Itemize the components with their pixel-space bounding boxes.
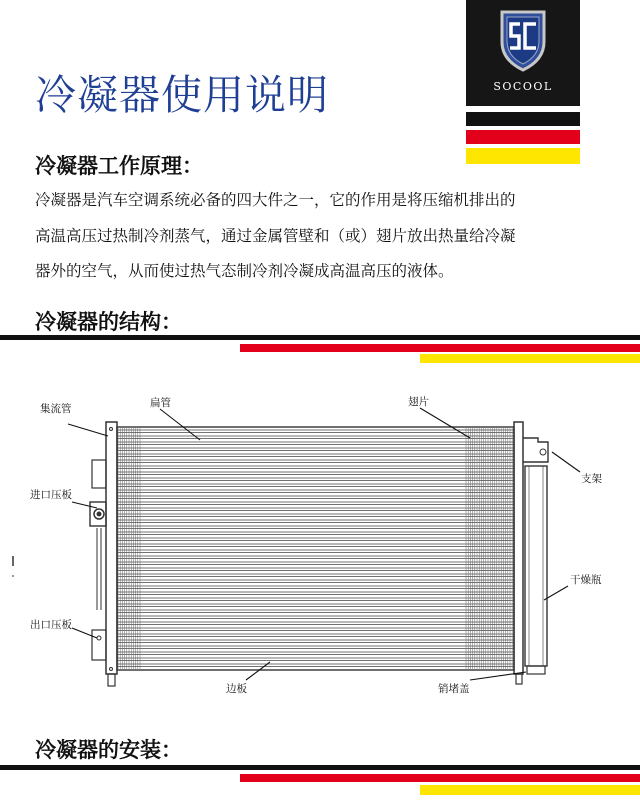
brand-logo [466,0,580,106]
dryer-bottle [525,466,547,666]
condenser-structure-diagram [0,380,640,710]
principle-line-2: 高温高压过热制冷剂蒸气，通过金属管壁和（或）翅片放出热量给冷凝 [35,227,516,245]
section-rule-yellow-2 [420,785,640,795]
fin-region-left [118,428,140,669]
flag-bar-yellow [466,148,580,164]
principle-heading: 冷凝器工作原理： [35,154,203,178]
section-rule-red [240,344,640,352]
label-dryer: 干燥瓶 [570,574,602,586]
label-fin: 翅片 [408,396,429,408]
bracket-shape [523,438,548,462]
section-rule-red-2 [240,774,640,782]
flag-bar-red [466,130,580,144]
left-header-tube [106,422,117,674]
label-bracket: 支架 [581,473,602,485]
page-title: 冷凝器使用说明 [35,71,329,119]
label-flat-tube: 扁管 [150,397,171,409]
right-header-tube [514,422,523,674]
label-header: 集流管 [40,403,72,415]
flat-tube-core [117,430,514,667]
label-inlet-plate: 进口压板 [30,489,72,501]
label-plug-cap: 销堵盖 [438,683,470,695]
core-outline [117,427,514,670]
flag-bar-black [466,112,580,126]
plug-cap [527,666,545,674]
fin-region-right [466,428,512,669]
shield-sc-icon [498,8,548,72]
section-rule-yellow [420,354,640,363]
section-rule-black [0,335,640,340]
install-heading: 冷凝器的安装： [35,738,182,762]
logo-brand-text: SOCOOL [493,80,553,93]
principle-line-3: 器外的空气，从而使过热气态制冷剂冷凝成高温高压的液体。 [35,262,454,280]
label-outlet-plate: 出口压板 [30,619,72,631]
outlet-plate [92,630,106,660]
left-header-end [108,674,115,686]
principle-line-1: 冷凝器是汽车空调系统必备的四大件之一，它的作用是将压缩机排出的 [35,191,516,209]
label-side-plate: 边板 [226,683,247,695]
inlet-plate-bracket [92,460,106,488]
structure-heading: 冷凝器的结构： [35,310,182,334]
section-rule-black-2 [0,765,640,770]
